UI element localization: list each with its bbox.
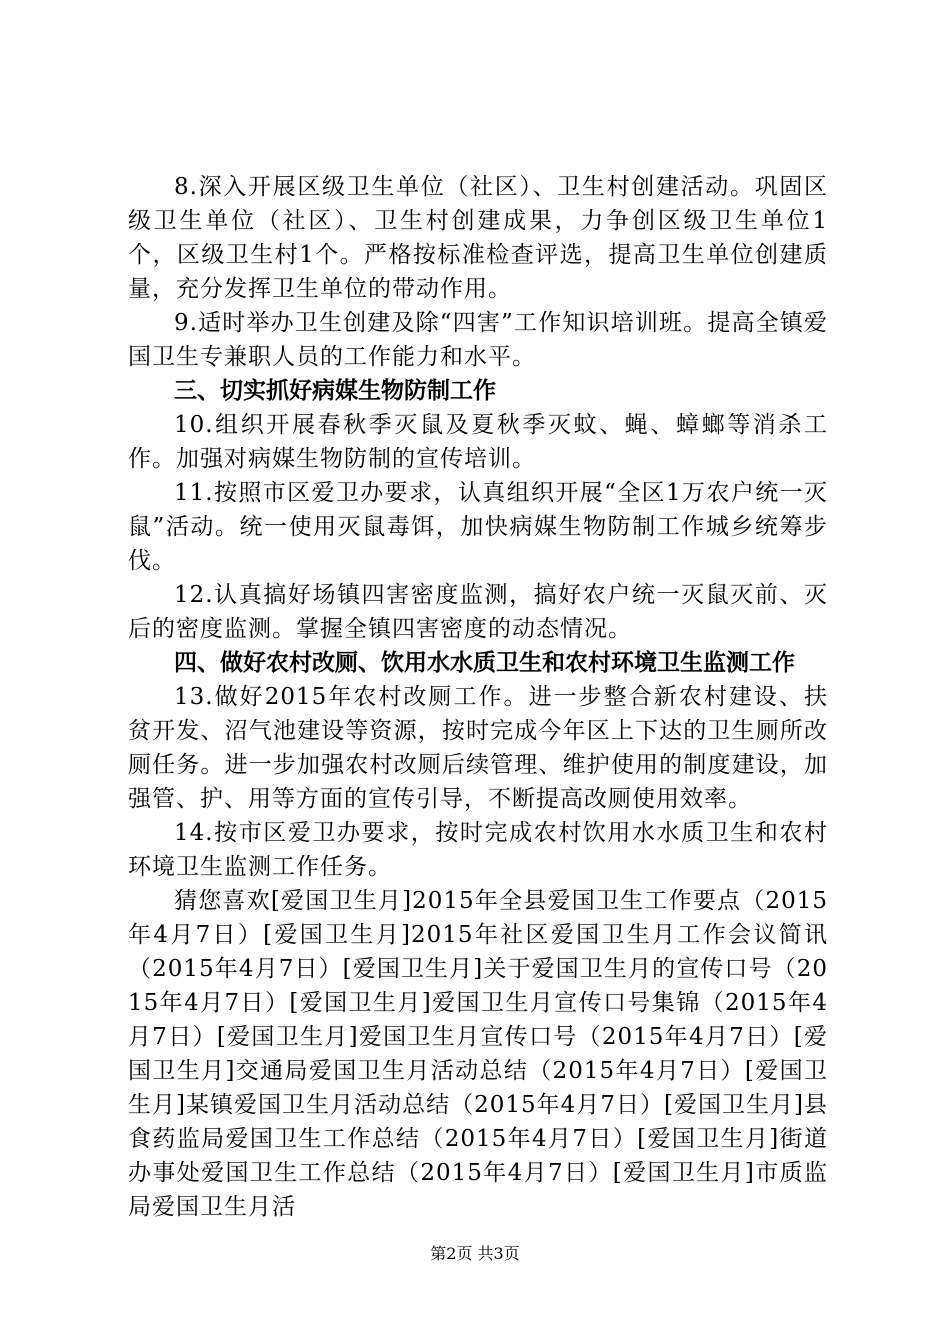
related-articles: 猜您喜欢[爱国卫生月]2015年全县爱国卫生工作要点（2015年4月7日）[爱国卫生月]2015年社区爱国卫生月工作会议简讯（2015年4月7日）[爱国卫生月]关于爱国卫生月的宣传口号（2015年4月7日）[爱国卫生月]爱国卫生月宣传口号集锦（2015年4月7日）[爱国卫生月]爱国卫生月宣传口号（2015年4月7日）[爱国卫生月]交通局爱国卫生月活动总结（2015年4月7日）[爱国卫生月]某镇爱国卫生月活动总结（2015年4月7日）[爱国卫生月]县食药监局爱国卫生工作总结（2015年4月7日）[爱国卫生月]街道办事处爱国卫生工作总结（2015年4月7日）[爱国卫生月]市质监局爱国卫生月活 xyxy=(128,888,828,1220)
section-heading-3: 三、切实抓好病媒生物防制工作 xyxy=(174,378,496,404)
section-heading-4: 四、做好农村改厕、饮用水水质卫生和农村环境卫生监测工作 xyxy=(174,650,795,676)
paragraph-12: 12.认真搞好场镇四害密度监测，搞好农户统一灭鼠灭前、灭后的密度监测。掌握全镇四害密度的动态情况。 xyxy=(128,582,828,642)
paragraph-8: 8.深入开展区级卫生单位（社区）、卫生村创建活动。巩固区级卫生单位（社区）、卫生村创建成果，力争创区级卫生单位1个，区级卫生村1个。严格按标准检查评选，提高卫生单位创建质量，充分发挥卫生单位的带动作用。 xyxy=(128,174,828,302)
page-number-footer: 第2页 共3页 xyxy=(430,1244,520,1263)
paragraph-14: 14.按市区爱卫办要求，按时完成农村饮用水水质卫生和农村环境卫生监测工作任务。 xyxy=(128,820,828,880)
paragraph-13: 13.做好2015年农村改厕工作。进一步整合新农村建设、扶贫开发、沼气池建设等资源，按时完成今年区上下达的卫生厕所改厕任务。进一步加强农村改厕后续管理、维护使用的制度建设，加强管、护、用等方面的宣传引导，不断提高改厕使用效率。 xyxy=(128,684,828,812)
paragraph-11: 11.按照市区爱卫办要求，认真组织开展“全区1万农户统一灭鼠”活动。统一使用灭鼠毒饵，加快病媒生物防制工作城乡统筹步伐。 xyxy=(128,480,828,574)
paragraph-10: 10.组织开展春秋季灭鼠及夏秋季灭蚊、蝇、蟑螂等消杀工作。加强对病媒生物防制的宣传培训。 xyxy=(128,412,828,472)
document-body xyxy=(128,170,828,1224)
paragraph-9: 9.适时举办卫生创建及除“四害”工作知识培训班。提高全镇爱国卫生专兼职人员的工作能力和水平。 xyxy=(128,310,828,370)
